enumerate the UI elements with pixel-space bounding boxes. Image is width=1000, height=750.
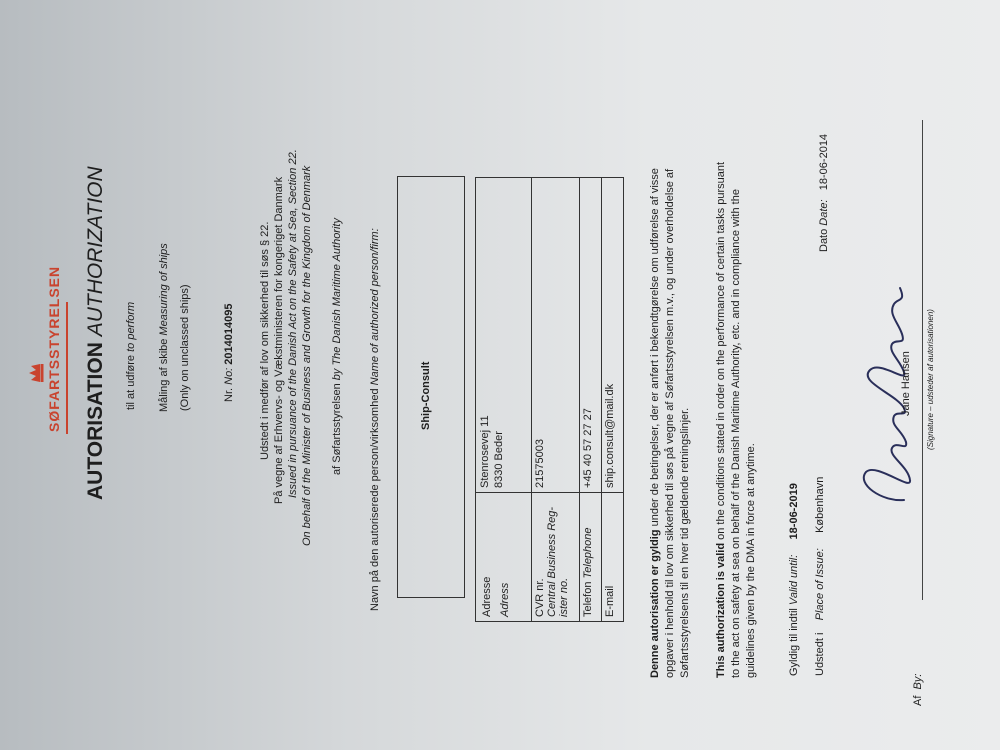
cvr-label-en-2: ister no. bbox=[558, 577, 570, 617]
logo-underline bbox=[66, 302, 68, 434]
firm-name: Ship-Consult bbox=[420, 361, 432, 430]
issued-line-2: På vegne af Erhvervs- og Vækstministeren for kongeriget Danmark bbox=[273, 176, 285, 504]
phone-label-en: Telephone bbox=[582, 527, 594, 579]
signature-line bbox=[922, 120, 923, 600]
phone-label: Telefon bbox=[582, 581, 594, 617]
issue-date: Dato Date: 18-06-2014 bbox=[818, 133, 830, 252]
registration-table bbox=[475, 177, 624, 622]
cvr-label: CVR nr. bbox=[534, 578, 546, 617]
valid-until: Gyldig til indtil Valid until: 18-06-2019 bbox=[788, 483, 800, 676]
cvr-value: 21575003 bbox=[534, 439, 546, 488]
issued-line-3: Issued in pursuance of the Danish Act on the Safety at Sea, Section 22. bbox=[287, 149, 299, 498]
signer-name: Jane Hansen bbox=[900, 351, 912, 416]
handwritten-signature bbox=[852, 280, 927, 510]
cvr-label-en-1: Central Business Reg- bbox=[546, 506, 558, 617]
address-label-en: Adress bbox=[499, 582, 511, 617]
address-line-1: Stenrosevej 11 bbox=[479, 415, 491, 488]
address-label: Adresse bbox=[481, 576, 493, 617]
authorized-name-label: Navn på den autoriserede person/virksomhed Name of authorized person/firm: bbox=[369, 228, 381, 611]
task-note: (Only on unclassed ships) bbox=[179, 284, 191, 411]
issued-line-1: Udstedt i medfør af lov om sikkerhed til søs § 22. bbox=[259, 221, 271, 460]
validity-english: This authorization is valid on the conditions stated in order on the performance of certain tasks pursuant to the act on safety at sea on behalf of the Danish Maritime Authority, etc. and in compliance with the guidelines given by the DMA in force at anytime. bbox=[715, 161, 757, 678]
signature-by-label: Af By: bbox=[912, 673, 924, 706]
table-row bbox=[532, 178, 580, 622]
signature-caption: (Signature – udsteder af autorisationen) bbox=[926, 309, 935, 450]
logo-name: SØFARTSSTYRELSEN bbox=[46, 265, 62, 432]
place-of-issue: Udstedt i Place of Issue: København bbox=[814, 476, 826, 676]
email-value: ship.consult@mail.dk bbox=[604, 383, 616, 488]
table-row bbox=[602, 178, 624, 622]
phone-value: +45 40 57 27 27 bbox=[582, 408, 594, 488]
email-label: E-mail bbox=[604, 585, 616, 617]
address-line-2: 8330 Beder bbox=[493, 431, 505, 488]
page-title: AUTORISATION AUTHORIZATION bbox=[84, 166, 107, 500]
issued-line-4: On behalf of the Minister of Business and Growth for the Kingdom of Denmark bbox=[301, 165, 313, 546]
issued-line-5: af Søfartsstyrelsen by The Danish Maritime Authority bbox=[331, 218, 343, 475]
table-row bbox=[580, 178, 602, 622]
authorization-number: Nr. No: 2014014095 bbox=[223, 303, 235, 402]
table-row bbox=[476, 178, 532, 622]
task-text: Måling af skibe Measuring of ships bbox=[158, 243, 170, 412]
perform-text: til at udføre to perform bbox=[125, 301, 137, 410]
validity-danish: Denne autorisation er gyldig under de betingelser, der er anført i bekendtgørelse om udførelse af visse opgaver i henhold til lov om sikkerhed til søs på vegne af Søfartsstyrelsen m.v., og under overholdelse af Søfartsstyrelsens til en hver tid gældende retningslinjer. bbox=[649, 168, 691, 678]
